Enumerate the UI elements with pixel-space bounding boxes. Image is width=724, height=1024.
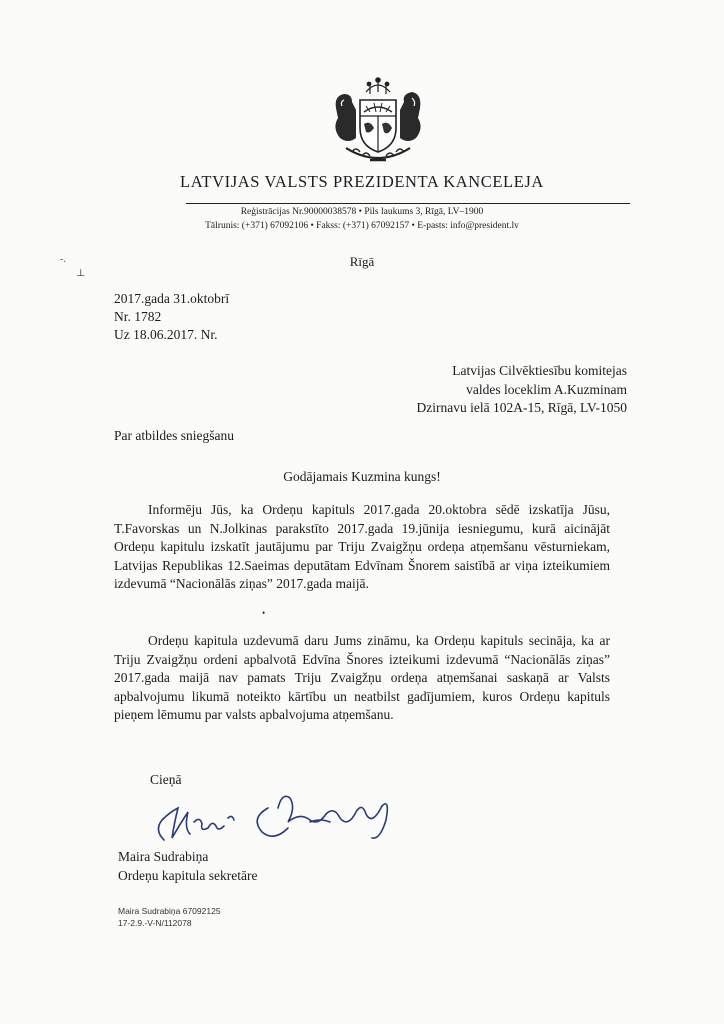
latvia-coat-of-arms-icon [326,72,430,168]
body-paragraph: Informēju Jūs, ka Ordeņu kapituls 2017.gada 20.oktobra sēdē izskatīja Jūsu, T.Favorskas un N.Jolkinas parakstīto 2017.gada 19.jūnija iesniegumu, kurā aicinājāt Ordeņu kapitulu izskatīt jautājumu par Triju Zvaigžņu ordeņa atņemšanu vēsturniekam, Latvijas Republikas 12.Saeimas deputātam Edvīnam Šnorem saistībā ar viņa izteikumiem izdevumā “Nacionālās ziņas” 2017.gada maijā. [114,502,610,591]
stray-mark: • [262,608,266,618]
letterhead-rule [186,203,630,204]
recipient-address: Dzirnavu ielā 102A-15, Rīgā, LV-1050 [416,400,627,415]
subject-line: Par atbildes sniegšanu [114,428,234,443]
margin-mark: -. [60,254,66,265]
recipient-block [417,362,627,418]
footer-file-number: 17-2.9.-V-N/112078 [118,917,192,928]
letter-date: 2017.gada 31.oktobrī [114,291,230,306]
city-line: Rīgā [349,254,375,269]
recipient-line: Latvijas Cilvēktiesību komitejas [452,363,627,378]
contact-line: Tālrunis: (+371) 67092106 • Fakss: (+371) 67092157 • E-pasts: info@president.lv [205,221,519,231]
margin-mark: ⊥ [76,268,86,279]
letter-number: Nr. 1782 [114,309,162,324]
handwritten-signature [150,768,420,858]
signer-title: Ordeņu kapitula sekretāre [118,867,258,883]
footer-reference [118,906,221,929]
signer-block [118,848,257,885]
letter-meta [114,290,229,344]
institution-name: LATVIJAS VALSTS PREZIDENTA KANCELEJA [180,172,544,191]
body-paragraph: Ordeņu kapitula uzdevumā daru Jums zināmu, ka Ordeņu kapituls secināja, ka ar Triju Zvaigžņu ordeni apbalvotā Edvīna Šnores izteikumi izdevumā “Nacionālās ziņas” 2017.gada maijā nav pamats Triju Zvaigžņu ordeņa atņemšanai saskaņā ar Valsts apbalvojumu likumā noteikto kārtību un neatbilst gadījumiem, kuros Ordeņu kapituls pieņem lēmumu par valsts apbalvojuma atņemšanu. [114,633,610,722]
signer-name: Maira Sudrabiņa [118,849,209,864]
registration-line: Reģistrācijas Nr.90000038578 • Pils laukums 3, Rīgā, LV–1900 [240,207,484,217]
closing: Cieņā [150,772,182,787]
footer-contact: Maira Sudrabiņa 67092125 [118,906,221,916]
salutation: Godājamais Kuzmina kungs! [283,469,441,484]
letter-reference: Uz 18.06.2017. Nr. [114,327,218,342]
recipient-line: valdes loceklim A.Kuzminam [466,381,627,397]
